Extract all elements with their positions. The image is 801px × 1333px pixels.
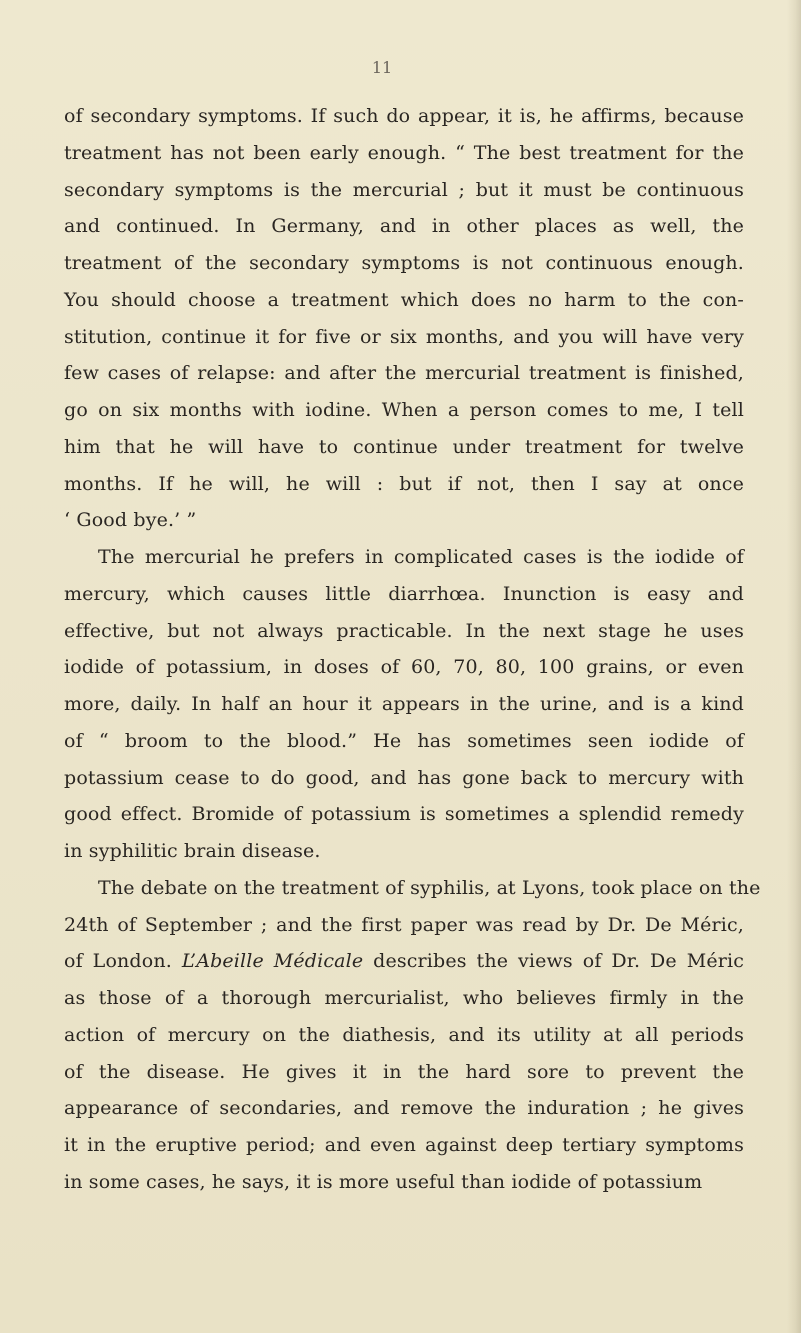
text-line: more, daily. In half an hour it appears in the urine, and is a kind [64, 693, 744, 715]
page-number: 11 [371, 58, 393, 77]
text-line: appearance of secondaries, and remove the induration ; he gives [64, 1097, 744, 1120]
text-fragment: describes the views of Dr. De Méric [373, 950, 744, 973]
text-line: good effect. Bromide of potassium is sometimes a splendid remedy [64, 803, 744, 826]
text-line: him that he will have to continue under treatment for twelve [64, 435, 744, 458]
text-line: months. If he will, he will : but if not, then I say at once [64, 472, 744, 495]
text-line: in syphilitic brain disease. [64, 840, 321, 862]
journal-title: L’Abeille Médicale [181, 950, 364, 973]
text-line: treatment of the secondary symptoms is not continuous enough. [64, 252, 744, 274]
text-line: few cases of relapse: and after the mercurial treatment is finished, [64, 362, 744, 385]
text-line: of the disease. He gives it in the hard sore to prevent the [64, 1060, 744, 1083]
text-fragment: of London. [64, 950, 172, 973]
text-line: effective, but not always practicable. In the next stage he uses [64, 619, 744, 642]
text-line: iodide of potassium, in doses of 60, 70, 80, 100 grains, or even [64, 656, 744, 679]
text-line: and continued. In Germany, and in other places as well, the [64, 215, 744, 238]
text-line: The debate on the treatment of syphilis, at Lyons, took place on the [98, 876, 761, 899]
text-line: it in the eruptive period; and even against deep tertiary symptoms [64, 1134, 744, 1156]
text-line: ‘ Good bye.’ ” [64, 509, 197, 532]
text-line: The mercurial he prefers in complicated cases is the iodide of [98, 546, 744, 568]
page-edge-shadow [787, 0, 801, 1333]
text-line: as those of a thorough mercurialist, who believes firmly in the [64, 987, 744, 1009]
text-line: mercury, which causes little diarrhœa. Inunction is easy and [64, 582, 744, 605]
text-line: 24th of September ; and the first paper was read by Dr. De Méric, [64, 913, 744, 936]
text-line: of “ broom to the blood.” He has sometimes seen iodide of [64, 729, 744, 752]
text-line: stitution, continue it for five or six months, and you will have very [64, 325, 744, 348]
text-line: secondary symptoms is the mercurial ; but it must be continuous [64, 178, 744, 201]
text-line-with-title [64, 943, 744, 980]
text-line: You should choose a treatment which does no harm to the con- [64, 288, 744, 311]
text-line: treatment has not been early enough. “ The best treatment for the [64, 141, 744, 164]
text-line: go on six months with iodine. When a person comes to me, I tell [64, 399, 744, 421]
text-line: in some cases, he says, it is more useful than iodide of potassium [64, 1170, 703, 1193]
text-line: action of mercury on the diathesis, and its utility at all periods [64, 1023, 744, 1046]
text-line: of secondary symptoms. If such do appear, it is, he affirms, because [64, 105, 744, 127]
body-text [64, 98, 761, 1201]
text-line: potassium cease to do good, and has gone back to mercury with [64, 766, 744, 789]
